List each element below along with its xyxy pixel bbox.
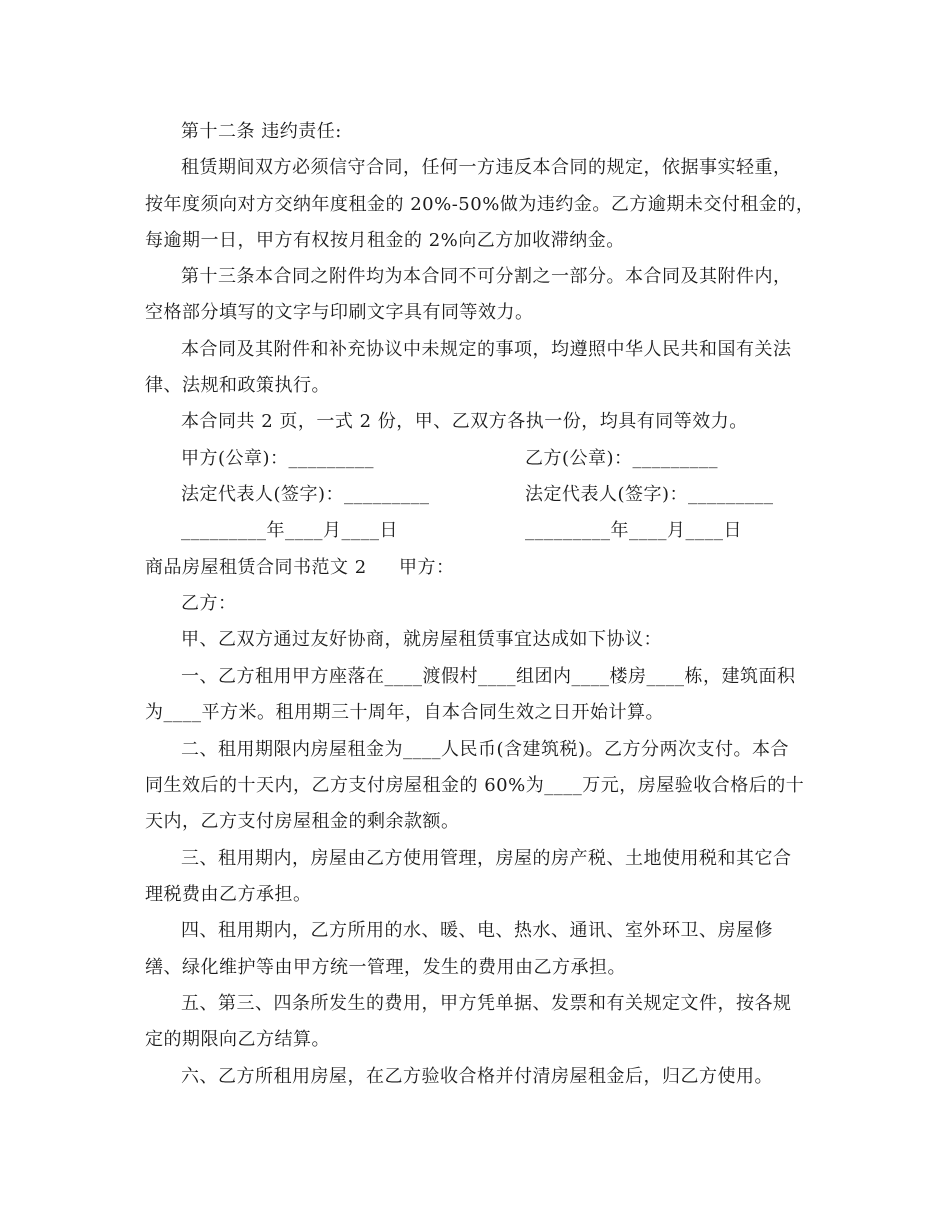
party-a-date-field: _________年____月____日 [181, 520, 398, 541]
text-line: 每逾期一日，甲方有权按月租金的 2%向乙方加收滞纳金。 [145, 230, 625, 251]
text-line: 律、法规和政策执行。 [145, 375, 330, 396]
party-b-label: 乙方： [181, 593, 237, 614]
text-line: 租赁期间双方必须信守合同，任何一方违反本合同的规定，依据事实轻重， [181, 157, 792, 178]
party-a-label: 甲方： [399, 557, 455, 578]
text-line: 天内，乙方支付房屋租金的剩余款额。 [145, 811, 460, 832]
clause-2: 二、租用期限内房屋租金为____人民币(含建筑税)。乙方分两次支付。本合 [181, 739, 790, 760]
text-line: 为____平方米。租用期三十周年，自本合同生效之日开始计算。 [145, 702, 664, 723]
text-line: 本合同及其附件和补充协议中未规定的事项，均遵照中华人民共和国有关法 [181, 339, 792, 360]
clause-1: 一、乙方租用甲方座落在____渡假村____组团内____楼房____栋，建筑面积 [181, 666, 796, 687]
text-line: 定的期限向乙方结算。 [145, 1029, 330, 1050]
party-b-date-field: _________年____月____日 [525, 520, 742, 541]
party-b-seal-field: 乙方(公章)：_________ [525, 448, 719, 469]
party-a-representative-field: 法定代表人(签字)：_________ [181, 484, 430, 505]
clause-5: 五、第三、四条所发生的费用，甲方凭单据、发票和有关规定文件，按各规 [181, 993, 792, 1014]
text-line: 甲、乙双方通过友好协商，就房屋租赁事宜达成如下协议： [181, 629, 662, 650]
clause-6: 六、乙方所租用房屋，在乙方验收合格并付清房屋租金后，归乙方使用。 [181, 1066, 773, 1087]
party-a-seal-field: 甲方(公章)：_________ [181, 448, 375, 469]
clause-3: 三、租用期内，房屋由乙方使用管理，房屋的房产税、土地使用税和其它合 [181, 848, 792, 869]
text-line: 本合同共 2 页，一式 2 份，甲、乙双方各执一份，均具有同等效力。 [181, 411, 748, 432]
text-line: 第十三条本合同之附件均为本合同不可分割之一部分。本合同及其附件内， [181, 266, 792, 287]
text-line: 同生效后的十天内，乙方支付房屋租金的 60%为____万元，房屋验收合格后的十 [145, 775, 805, 796]
clause-4: 四、租用期内，乙方所用的水、暖、电、热水、通讯、室外环卫、房屋修 [181, 920, 773, 941]
text-line: 空格部分填写的文字与印刷文字具有同等效力。 [145, 302, 534, 323]
document-title: 商品房屋租赁合同书范文 2 [145, 557, 367, 578]
text-line: 缮、绿化维护等由甲方统一管理，发生的费用由乙方承担。 [145, 957, 626, 978]
text-line: 理税费由乙方承担。 [145, 884, 312, 905]
article-12-heading: 第十二条 违约责任: [181, 121, 342, 142]
party-b-representative-field: 法定代表人(签字)：_________ [525, 484, 774, 505]
text-line: 按年度须向对方交纳年度租金的 20%-50%做为违约金。乙方逾期未交付租金的， [145, 194, 815, 215]
